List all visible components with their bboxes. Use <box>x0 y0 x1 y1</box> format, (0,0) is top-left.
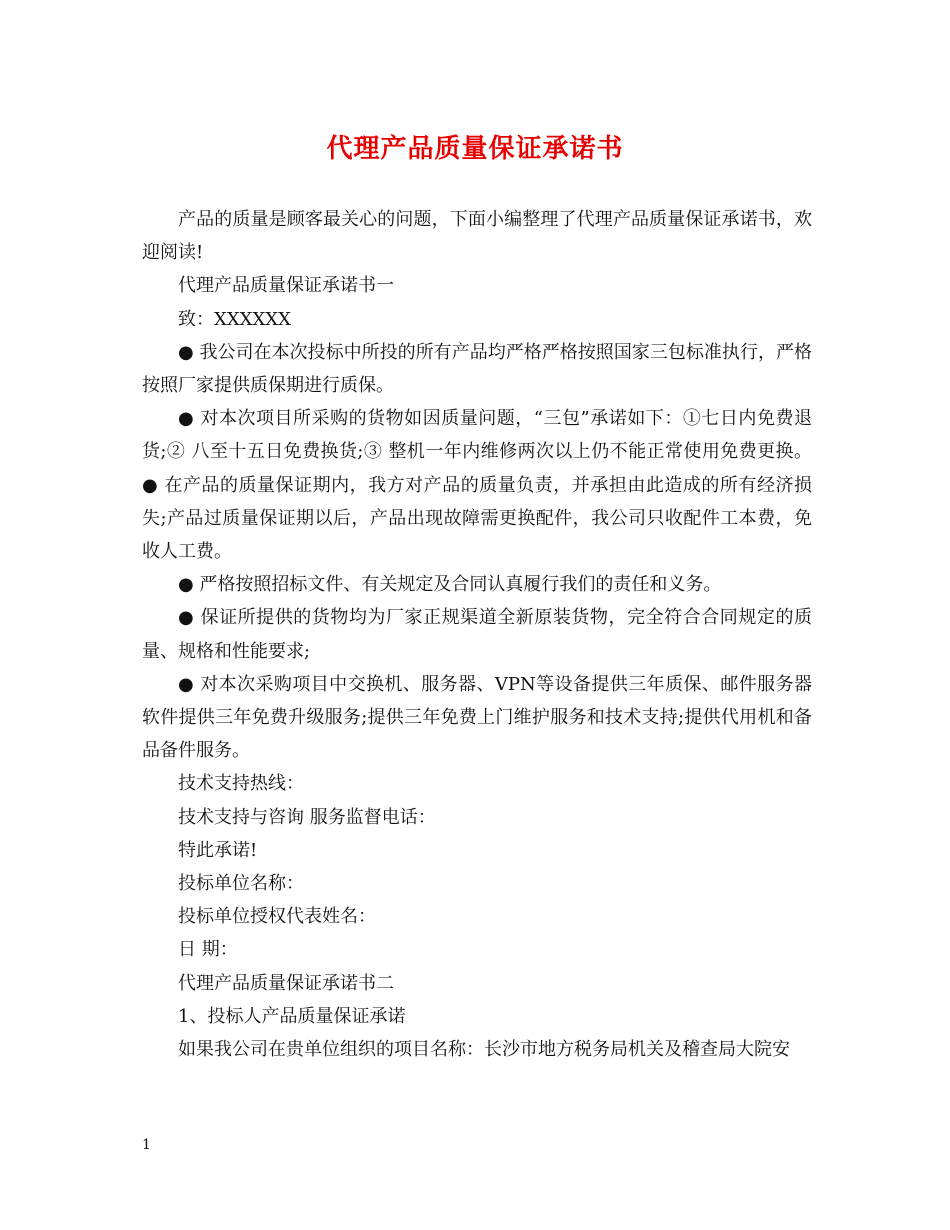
paragraph-project-statement: 如果我公司在贵单位组织的项目名称：长沙市地方税务局机关及稽查局大院安 <box>178 1039 790 1061</box>
paragraph-subheading-1: 1、投标人产品质量保证承诺 <box>178 1005 406 1027</box>
paragraph-bullet-three-guarantees: ● 对本次项目所采购的货物如因质量问题，“三包”承诺如下：①七日内免费退货;② 八至十五日免费换货;③ 整机一年内维修两次以上仍不能正常使用免费更换。 ● 在产品的质量保证期内，我方对产品的质量负责，并承担由此造成的所有经济损失;产品过质量保证期以后，产品出现故障需更换配件，我公司只收配件工本费，免收人工费。 <box>142 408 812 563</box>
page-number: 1 <box>142 1137 151 1153</box>
paragraph-section-heading-2: 代理产品质量保证承诺书二 <box>178 972 394 994</box>
paragraph-section-heading-1: 代理产品质量保证承诺书一 <box>178 275 394 297</box>
paragraph-bullet-standard: ● 我公司在本次投标中所投的所有产品均严格严格按照国家三包标准执行，严格按照厂家提供质保期进行质保。 <box>142 341 812 397</box>
paragraph-support-hotline: 技术支持热线： <box>178 773 304 795</box>
paragraph-intro: 产品的质量是顾客最关心的问题，下面小编整理了代理产品质量保证承诺书，欢迎阅读! <box>142 209 812 264</box>
paragraph-supervision-phone: 技术支持与咨询 服务监督电话： <box>178 806 436 828</box>
paragraph-bidder-name: 投标单位名称： <box>178 873 304 895</box>
paragraph-addressee: 致：XXXXXX <box>178 308 291 330</box>
paragraph-bullet-warranty-service: ● 对本次采购项目中交换机、服务器、VPN等设备提供三年质保、邮件服务器软件提供三年免费升级服务;提供三年免费上门维护服务和技术支持;提供代用机和备品备件服务。 <box>142 673 812 762</box>
paragraph-bidder-representative: 投标单位授权代表姓名： <box>178 906 376 928</box>
paragraph-date: 日 期： <box>178 939 238 961</box>
document-title: 代理产品质量保证承诺书 <box>326 134 624 164</box>
paragraph-hereby-commit: 特此承诺! <box>178 839 258 861</box>
paragraph-bullet-genuine-goods: ● 保证所提供的货物均为厂家正规渠道全新原装货物，完全符合合同规定的质量、规格和性能要求; <box>142 607 812 662</box>
paragraph-bullet-obligations: ● 严格按照招标文件、有关规定及合同认真履行我们的责任和义务。 <box>178 574 722 596</box>
document-body <box>142 203 812 1066</box>
